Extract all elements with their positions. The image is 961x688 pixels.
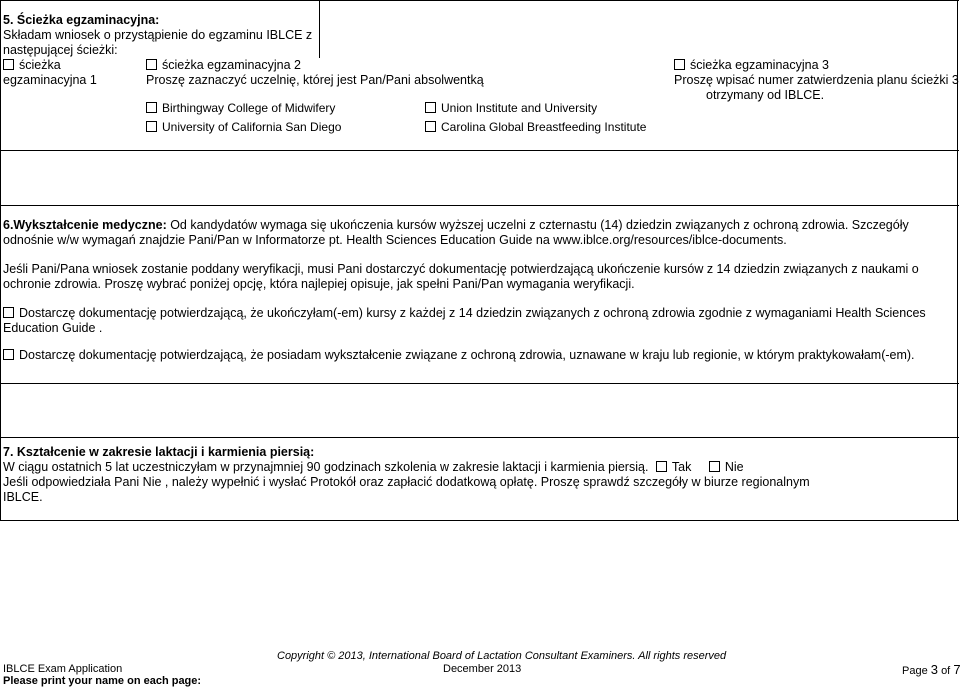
page-number [902, 663, 961, 678]
path1-checkbox[interactable] [3, 59, 14, 70]
path3-instruction-line1: Proszę wpisać numer zatwierdzenia planu ścieżki 3 [674, 73, 959, 87]
page-current: 3 [930, 662, 938, 677]
option1-checkbox[interactable] [3, 307, 14, 318]
doc-title: IBLCE Exam Application [3, 663, 123, 675]
school-checkbox[interactable] [425, 121, 436, 132]
doc-date: December 2013 [443, 663, 522, 675]
school-checkbox[interactable] [146, 102, 157, 113]
school-label: Carolina Global Breastfeeding Institute [441, 120, 647, 134]
option2-checkbox[interactable] [3, 349, 14, 360]
school-option-union[interactable] [425, 101, 597, 116]
option1-text: Dostarczę dokumentację potwierdzającą, że ukończyłam(-em) kursy z każdej z 14 dziedzin związanych z ochroną zdrowia zgodnie z wymaganiami Health Sciences Education Guide . [3, 306, 926, 335]
print-name-note: Please print your name on each page: [3, 675, 202, 687]
section6-paragraph2: Jeśli Pani/Pana wniosek zostanie poddany weryfikacji, musi Pani dostarczyć dokumentację potwierdzającą ukończenie kursów z 14 dziedzin związanych z naukami o ochronie zdrowia. Proszę wybrać poniżej opcję, która najlepiej opisuje, jak spełni Pani/Pan wymagania weryfikacji. [3, 262, 919, 291]
section5-heading: 5. Ścieżka egzaminacyjna: [3, 13, 160, 27]
path3-label: ścieżka egzaminacyjna 3 [690, 58, 829, 72]
path2-option[interactable] [146, 58, 301, 73]
path2-instruction: Proszę zaznaczyć uczelnię, której jest Pan/Pani absolwentką [146, 73, 484, 87]
section6-heading: 6.Wykształcenie medyczne: [3, 218, 167, 232]
school-checkbox[interactable] [425, 102, 436, 113]
path3-option[interactable] [674, 58, 829, 73]
section5-inner-divider [319, 0, 320, 58]
school-option-birthingway[interactable] [146, 101, 335, 116]
school-option-ucsd[interactable] [146, 120, 341, 135]
section6-paragraph1 [3, 218, 953, 248]
path1-option[interactable] [3, 58, 61, 73]
section6-bottom-border [0, 383, 959, 384]
section7-line2: Jeśli odpowiedziała Pani Nie , należy wypełnić i wysłać Protokół oraz zapłacić dodatkową opłatę. Proszę sprawdź szczegóły w biurze regionalnym IBLCE. [3, 475, 810, 504]
section6-option2[interactable] [3, 348, 953, 363]
section5-bottom-border [0, 150, 959, 151]
copyright-text: Copyright © 2013, International Board of Lactation Consultant Examiners. All rights reserved [277, 650, 727, 662]
school-label: Union Institute and University [441, 101, 598, 115]
path2-label: ścieżka egzaminacyjna 2 [162, 58, 301, 72]
section6-top-border [0, 205, 959, 206]
path3-checkbox[interactable] [674, 59, 685, 70]
path1-label-b: egzaminacyjna 1 [3, 73, 97, 87]
section6-text1: Od kandydatów wymaga się ukończenia kursów wyższej uczelni z czternastu (14) dziedzin związanych z ochroną zdrowia. Szczegóły odnośnie w/w wymagań znajdzie Pani/Pan w Informatorze pt. Health Sciences Education Guide na www.iblce.org/resources/iblce-documents. [3, 218, 909, 247]
path1-label-a: ścieżka [19, 58, 61, 72]
school-label: University of California San Diego [162, 120, 342, 134]
section7-bottom-border [0, 520, 959, 521]
path2-checkbox[interactable] [146, 59, 157, 70]
table-left-border [0, 0, 1, 521]
section5-intro-line1: Składam wniosek o przystąpienie do egzaminu IBLCE z [3, 28, 313, 42]
school-option-carolina[interactable] [425, 120, 646, 135]
section7-top-border [0, 437, 959, 438]
no-label: Nie [724, 460, 744, 474]
section6-option1[interactable] [3, 306, 953, 336]
table-top-border [0, 0, 959, 1]
section5-intro-line2: następującej ścieżki: [3, 43, 118, 57]
yes-label: Tak [671, 460, 692, 474]
school-label: Birthingway College of Midwifery [162, 101, 336, 115]
section7-heading: 7. Kształcenie w zakresie laktacji i karmienia piersią: [3, 445, 315, 459]
school-checkbox[interactable] [146, 121, 157, 132]
page-of: of [941, 665, 951, 677]
page-prefix: Page [902, 665, 928, 677]
section7-question: W ciągu ostatnich 5 lat uczestniczyłam w przynajmniej 90 godzinach szkolenia w zakresie laktacji i karmienia piersią. [3, 460, 649, 474]
page-total: 7 [953, 662, 961, 677]
yes-checkbox[interactable] [656, 461, 667, 472]
no-checkbox[interactable] [709, 461, 720, 472]
path3-instruction-line2: otrzymany od IBLCE. [706, 88, 825, 102]
section7-line1 [3, 460, 744, 475]
option2-text: Dostarczę dokumentację potwierdzającą, że posiadam wykształcenie związane z ochroną zdrowia, uznawane w kraju lub regionie, w którym praktykowałam(-em). [19, 348, 915, 362]
